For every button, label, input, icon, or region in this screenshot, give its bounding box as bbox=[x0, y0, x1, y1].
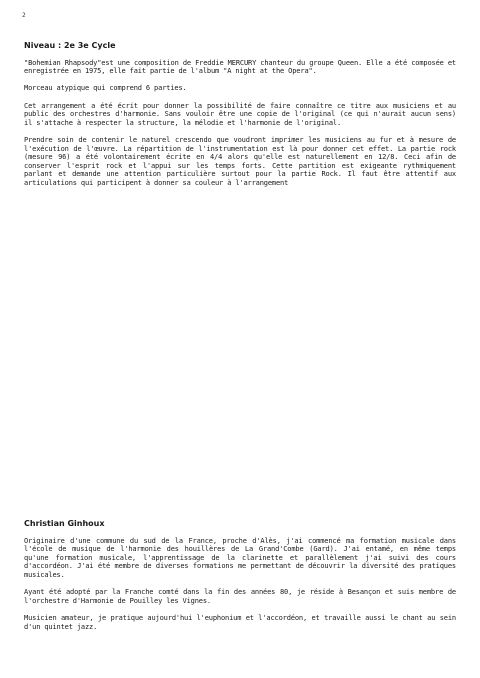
arrangement-paragraph: Cet arrangement a été écrit pour donner la possibilité de faire connaître ce titre aux musiciens et au public des orchestres d'harmonie. Sans vouloir être une copie de l'original (ce qui n'aurait aucun sens) il s'attache à respecter la structure, la mélodie et l'harmonie de l'original. bbox=[24, 101, 456, 127]
level-section bbox=[24, 42, 456, 196]
intro-paragraph: "Bohemian Rhapsody"est une composition de Freddie MERCURY chanteur du groupe Queen. Elle a été composée et enregistrée en 1975, elle fait partie de l'album "A night at the Opera". bbox=[24, 58, 456, 76]
author-origin-paragraph: Originaire d'une commune du sud de la France, proche d'Alès, j'ai commencé ma formation musicale dans l'école de musique de l'harmonie des houillères de La Grand'Combe (Gard). J'ai entamé, en même temps qu'une formation musicale, l'apprentissage de la clarinette et parallèlement j'ai suivi des cours d'accordéon. J'ai été membre de diverses formations me permettant de découvrir la diversité des pratiques musicales. bbox=[24, 536, 456, 579]
performance-notes-paragraph: Prendre soin de contenir le naturel crescendo que voudront imprimer les musiciens au fur et à mesure de l'exécution de l'œuvre. La répartition de l'instrumentation est là pour donner cet effet. La partie rock (mesure 96) a été volontairement écrite en 4/4 alors qu'elle est naturellement en 12/8. Ceci afin de conserver l'esprit rock et l'appui sur les temps forts. Cette partition est exigeante rythmiquement parlant et demande une attention particulière surtout pour la partie Rock. Il faut être attentif aux articulations qui participent à donner sa couleur à l'arrangement bbox=[24, 135, 456, 187]
level-heading: Niveau : 2e 3e Cycle bbox=[24, 41, 116, 50]
page-number: 2 bbox=[22, 12, 26, 19]
author-residence-paragraph: Ayant été adopté par la Franche comté dans la fin des années 80, je réside à Besançon et suis membre de l'orchestre d'Harmonie de Pouilley les Vignes. bbox=[24, 588, 456, 605]
author-section bbox=[24, 520, 456, 640]
author-practice-paragraph: Musicien amateur, je pratique aujourd'hui l'euphonium et l'accordéon, et travaille aussi le chant au sein d'un quintet jazz. bbox=[24, 613, 456, 631]
parts-paragraph: Morceau atypique qui comprend 6 parties. bbox=[24, 84, 187, 93]
author-heading: Christian Ginhoux bbox=[24, 519, 105, 528]
